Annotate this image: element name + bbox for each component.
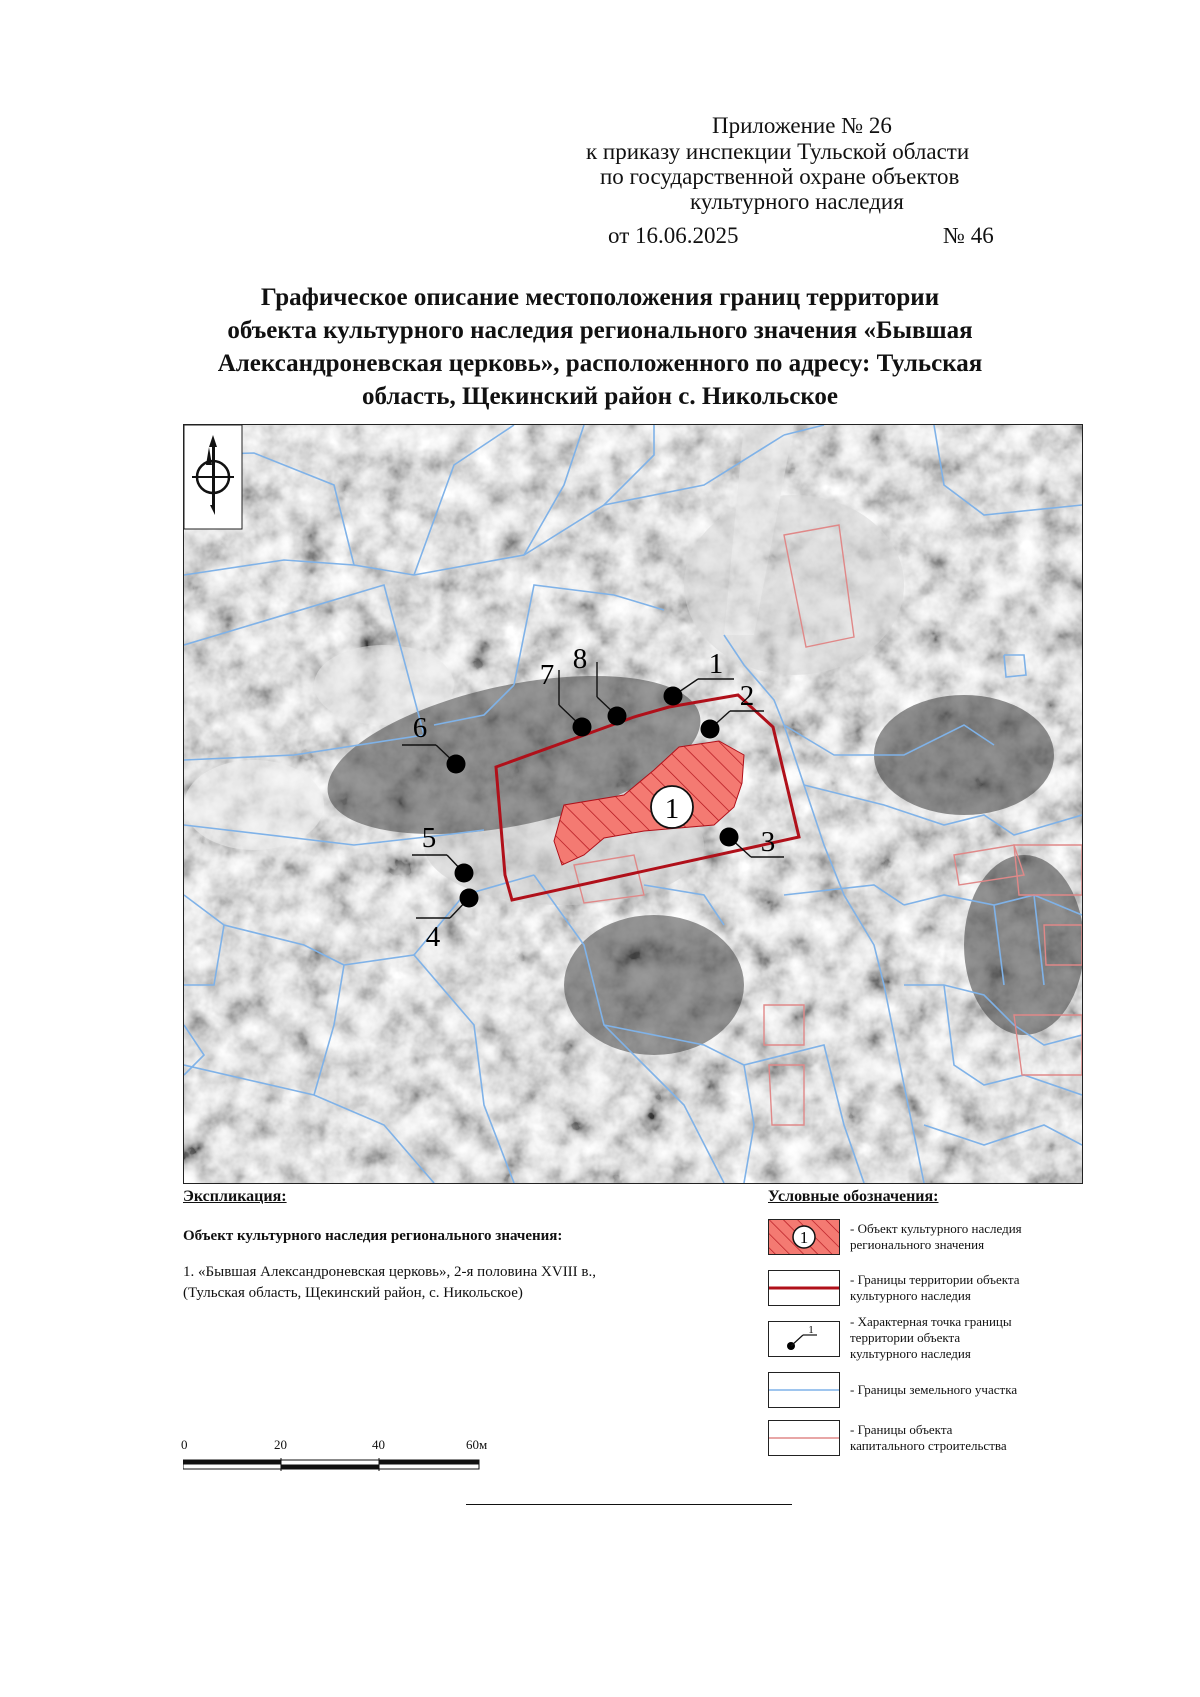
explication-heading: Экспликация:	[183, 1188, 287, 1205]
title-line-1: Графическое описание местоположения границ территории	[260, 284, 940, 311]
legend-text: - Объект культурного наследия	[850, 1221, 1022, 1236]
legend-label-land-parcel	[850, 1382, 1017, 1398]
bottom-rule	[466, 1504, 792, 1505]
legend-label-building	[850, 1422, 1007, 1454]
boundary-point-label-8: 8	[572, 643, 588, 675]
north-arrow-icon	[184, 425, 242, 529]
scale-tick-label: 40	[372, 1437, 385, 1452]
boundary-point-label-4: 4	[425, 921, 441, 953]
scale-tick-label: 60м	[466, 1437, 488, 1452]
boundary-point-label-1: 1	[708, 648, 724, 680]
explication-item-line-1: 1. «Бывшая Александроневская церковь», 2-я половина XVIII в.,	[183, 1264, 597, 1280]
site-map	[183, 424, 1083, 1184]
legend-text: - Характерная точка границы	[850, 1314, 1012, 1329]
title-line-2: объекта культурного наследия регионального значения «Бывшая	[227, 317, 973, 344]
legend-heading: Условные обозначения:	[768, 1188, 939, 1205]
legend-text: территории объекта	[850, 1330, 961, 1345]
legend-symbol-land-parcel	[768, 1372, 840, 1408]
boundary-point-label-5: 5	[421, 822, 437, 854]
legend-text: капитального строительства	[850, 1438, 1007, 1453]
explication-subheading: Объект культурного наследия регионального значения:	[183, 1228, 563, 1244]
scale-tick-label: 0	[181, 1437, 188, 1452]
legend-point-number: 1	[808, 1324, 814, 1336]
legend-symbol-building	[768, 1420, 840, 1456]
order-number: № 46	[943, 223, 994, 248]
boundary-point-label-7: 7	[539, 659, 555, 691]
scale-bar	[183, 1458, 483, 1472]
legend-text: - Границы объекта	[850, 1422, 953, 1437]
legend-label-boundary-point	[850, 1314, 1012, 1362]
legend-text: культурного наследия	[850, 1288, 971, 1303]
order-date: от 16.06.2025	[608, 223, 739, 248]
legend-symbol-territory-boundary	[768, 1270, 840, 1306]
explication-item-line-2: (Тульская область, Щекинский район, с. Никольское)	[183, 1285, 523, 1301]
legend-text: - Границы территории объекта	[850, 1272, 1020, 1287]
appendix-title: Приложение № 26	[712, 113, 892, 138]
legend-symbol-boundary-point	[768, 1321, 840, 1357]
legend-label-territory-boundary	[850, 1272, 1020, 1304]
boundary-point-label-2: 2	[739, 680, 755, 712]
object-number-label: 1	[664, 793, 680, 825]
scale-tick-label: 20	[274, 1437, 287, 1452]
legend-label-heritage-object	[850, 1221, 1022, 1253]
legend-text: - Границы земельного участка	[850, 1382, 1018, 1397]
appendix-line-3: по государственной охране объектов	[600, 164, 960, 189]
title-line-4: область, Щекинский район с. Никольское	[362, 383, 838, 410]
legend-symbol-heritage-object	[768, 1219, 840, 1255]
title-line-3: Александроневская церковь», расположенного по адресу: Тульская	[217, 350, 983, 377]
boundary-point-label-3: 3	[760, 826, 776, 858]
legend-text: культурного наследия	[850, 1346, 971, 1361]
legend-text: регионального значения	[850, 1237, 985, 1252]
map-svg	[184, 425, 1082, 1183]
appendix-line-4: культурного наследия	[690, 189, 904, 214]
legend-object-number: 1	[799, 1228, 809, 1247]
appendix-line-2: к приказу инспекции Тульской области	[586, 139, 970, 164]
boundary-point-label-6: 6	[412, 712, 428, 744]
